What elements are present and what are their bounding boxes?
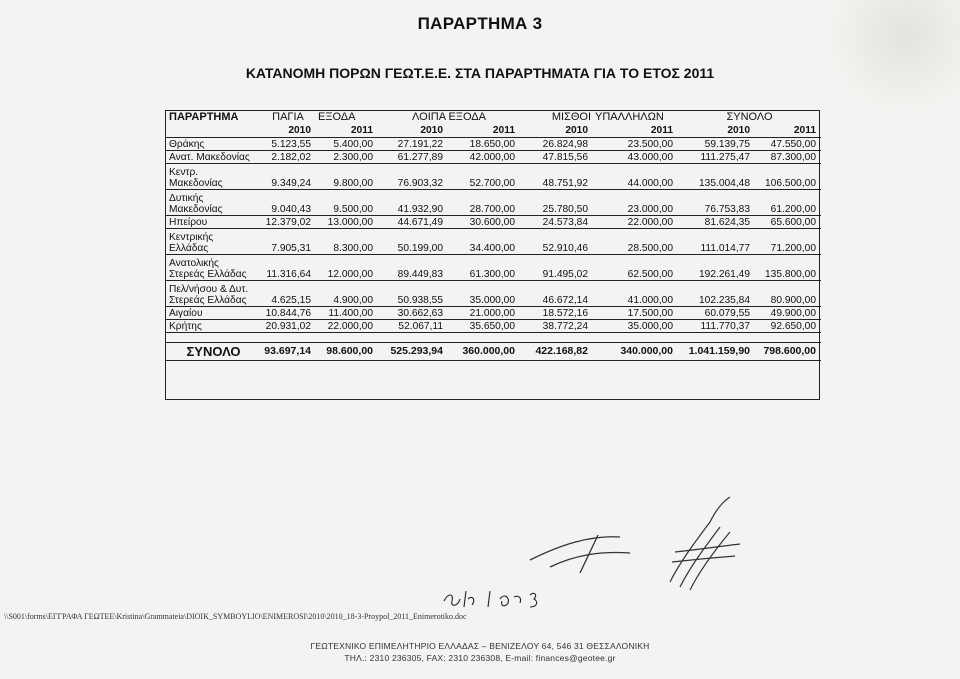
value-cell: 18.650,00 (448, 138, 520, 151)
year-header: 2010 (288, 125, 311, 136)
region-name-line: Ανατ. Μακεδονίας (169, 152, 250, 163)
value-cell: 18.572,16 (520, 307, 593, 320)
value-cell: 76.753,83 (678, 190, 755, 216)
value-cell: 91.495,02 (520, 255, 593, 281)
value-cell: 135.004,48 (678, 164, 755, 190)
region-name-line: Δυτικής (169, 193, 204, 204)
value-cell: 52.910,46 (520, 229, 593, 255)
year-header: 2011 (492, 125, 515, 136)
value-cell: 35.650,00 (448, 320, 520, 333)
value-cell: 102.235,84 (678, 281, 755, 307)
page-title: ΠΑΡΑΡΤΗΜΑ 3 (417, 14, 543, 33)
total-value-cell: 93.697,14 (260, 343, 316, 361)
value-cell: 28.700,00 (448, 190, 520, 216)
region-name (166, 138, 260, 151)
value-cell: 50.199,00 (378, 229, 448, 255)
value-cell: 10.844,76 (260, 307, 316, 320)
region-name-line: Στερεάς Ελλάδας (169, 269, 247, 280)
value-cell: 52.067,11 (378, 320, 448, 333)
value-cell: 41.932,90 (378, 190, 448, 216)
region-name (166, 190, 260, 216)
value-cell: 34.400,00 (448, 229, 520, 255)
group-header-row (166, 111, 821, 124)
value-cell: 25.780,50 (520, 190, 593, 216)
region-name-line: Ανατολικής (169, 258, 219, 269)
region-name-line: Ελλάδας (169, 243, 209, 254)
value-cell: 4.625,15 (260, 281, 316, 307)
region-name (166, 229, 260, 255)
year-header: 2011 (650, 125, 673, 136)
value-cell: 41.000,00 (593, 281, 678, 307)
value-cell: 35.000,00 (448, 281, 520, 307)
year-header: 2010 (420, 125, 443, 136)
spacer-row (166, 333, 821, 343)
region-name-line: Ηπείρου (169, 217, 208, 228)
value-cell: 111.275,47 (678, 151, 755, 164)
region-name (166, 216, 260, 229)
value-cell: 192.261,49 (678, 255, 755, 281)
value-cell: 135.800,00 (755, 255, 821, 281)
header-staff: ΥΠΑΛΛΗΛΩΝ (595, 111, 664, 123)
footer-contact: ΤΗΛ.: 2310 236305, FAX: 2310 236308, E-mail: finances@geotee.gr (344, 653, 616, 663)
region-name-line: Θράκης (169, 139, 205, 150)
value-cell: 13.000,00 (316, 216, 378, 229)
value-cell: 11.316,64 (260, 255, 316, 281)
table-row (166, 229, 821, 255)
value-cell: 21.000,00 (448, 307, 520, 320)
value-cell: 9.500,00 (316, 190, 378, 216)
value-cell: 22.000,00 (316, 320, 378, 333)
value-cell: 87.300,00 (755, 151, 821, 164)
total-value-cell: 422.168,82 (520, 343, 593, 361)
value-cell: 61.277,89 (378, 151, 448, 164)
value-cell: 42.000,00 (448, 151, 520, 164)
value-cell: 2.182,02 (260, 151, 316, 164)
signature-right (660, 492, 750, 602)
value-cell: 81.624,35 (678, 216, 755, 229)
region-name (166, 320, 260, 333)
value-cell: 47.550,00 (755, 138, 821, 151)
table-row (166, 164, 821, 190)
value-cell: 20.931,02 (260, 320, 316, 333)
header-total: ΣΥΝΟΛΟ (726, 111, 773, 123)
year-header-row (166, 124, 821, 138)
header-other-expenses: ΛΟΙΠΑ ΕΞΟΔΑ (412, 111, 486, 123)
total-value-cell: 340.000,00 (593, 343, 678, 361)
allocation-table-frame (165, 110, 820, 400)
value-cell: 35.000,00 (593, 320, 678, 333)
value-cell: 92.650,00 (755, 320, 821, 333)
value-cell: 76.903,32 (378, 164, 448, 190)
value-cell: 9.800,00 (316, 164, 378, 190)
value-cell: 30.600,00 (448, 216, 520, 229)
value-cell: 80.900,00 (755, 281, 821, 307)
value-cell: 111.014,77 (678, 229, 755, 255)
value-cell: 9.040,43 (260, 190, 316, 216)
handwritten-page-note (440, 585, 570, 611)
region-name (166, 307, 260, 320)
year-header: 2011 (793, 125, 816, 136)
value-cell: 27.191,22 (378, 138, 448, 151)
value-cell: 17.500,00 (593, 307, 678, 320)
region-name-line: Μακεδονίας (169, 178, 223, 189)
value-cell: 61.300,00 (448, 255, 520, 281)
region-name-line: Μακεδονίας (169, 204, 223, 215)
value-cell: 49.900,00 (755, 307, 821, 320)
table-row (166, 255, 821, 281)
signature-left (520, 515, 660, 585)
value-cell: 24.573,84 (520, 216, 593, 229)
total-value-cell: 798.600,00 (755, 343, 821, 361)
region-name (166, 164, 260, 190)
value-cell: 60.079,55 (678, 307, 755, 320)
value-cell: 5.123,55 (260, 138, 316, 151)
value-cell: 7.905,31 (260, 229, 316, 255)
value-cell: 2.300,00 (316, 151, 378, 164)
value-cell: 59.139,75 (678, 138, 755, 151)
value-cell: 26.824,98 (520, 138, 593, 151)
region-name-line: Στερεάς Ελλάδας (169, 295, 247, 306)
table-row (166, 307, 821, 320)
year-header: 2010 (727, 125, 750, 136)
table-row (166, 281, 821, 307)
value-cell: 5.400,00 (316, 138, 378, 151)
footer-address: ΓΕΩΤΕΧΝΙΚΟ ΕΠΙΜΕΛΗΤΗΡΙΟ ΕΛΛΑΔΑΣ – ΒΕΝΙΖΕΛΟΥ 64, 546 31 ΘΕΣΣΑΛΟΝΙΚΗ (310, 641, 650, 651)
value-cell: 52.700,00 (448, 164, 520, 190)
value-cell: 22.000,00 (593, 216, 678, 229)
year-header: 2011 (350, 125, 373, 136)
total-label: ΣΥΝΟΛΟ (166, 343, 260, 361)
value-cell: 65.600,00 (755, 216, 821, 229)
header-salaries: ΜΙΣΘΟΙ (551, 111, 591, 123)
value-cell: 44.000,00 (593, 164, 678, 190)
total-value-cell: 1.041.159,90 (678, 343, 755, 361)
table-row (166, 138, 821, 151)
value-cell: 71.200,00 (755, 229, 821, 255)
value-cell: 89.449,83 (378, 255, 448, 281)
table-row (166, 320, 821, 333)
region-name (166, 151, 260, 164)
page-subtitle: ΚΑΤΑΝΟΜΗ ΠΟΡΩΝ ΓΕΩΤ.Ε.Ε. ΣΤΑ ΠΑΡΑΡΤΗΜΑΤΑ ΓΙΑ ΤΟ ΕΤΟΣ 2011 (245, 65, 715, 81)
value-cell: 48.751,92 (520, 164, 593, 190)
value-cell: 43.000,00 (593, 151, 678, 164)
value-cell: 30.662,63 (378, 307, 448, 320)
value-cell: 23.500,00 (593, 138, 678, 151)
region-name-line: Πελ/νήσου & Δυτ. (169, 284, 249, 295)
value-cell: 23.000,00 (593, 190, 678, 216)
table-row (166, 151, 821, 164)
value-cell: 106.500,00 (755, 164, 821, 190)
value-cell: 62.500,00 (593, 255, 678, 281)
value-cell: 61.200,00 (755, 190, 821, 216)
table-row (166, 216, 821, 229)
value-cell: 9.349,24 (260, 164, 316, 190)
value-cell: 44.671,49 (378, 216, 448, 229)
total-row (166, 343, 821, 361)
value-cell: 38.772,24 (520, 320, 593, 333)
region-name-line: Κεντρικής (169, 232, 214, 243)
header-region: ΠΑΡΑΡΤΗΜΑ (169, 111, 239, 123)
total-value-cell: 98.600,00 (316, 343, 378, 361)
region-name-line: Κρήτης (169, 321, 202, 332)
value-cell: 111.770,37 (678, 320, 755, 333)
region-name-line: Αιγαίου (169, 308, 203, 319)
table-row (166, 190, 821, 216)
value-cell: 12.379,02 (260, 216, 316, 229)
value-cell: 8.300,00 (316, 229, 378, 255)
allocation-table (166, 111, 821, 361)
total-value-cell: 360.000,00 (448, 343, 520, 361)
value-cell: 12.000,00 (316, 255, 378, 281)
file-path: \\S001\forms\ΕΓΓΡΑΦΑ ΓΕΩΤΕΕ\Kristina\Grammateia\DIOIK_SYMBOYLIO\ENIMEROSI\2010\2010_18-3-Proypol_2011_Enimerotiko.doc (4, 612, 467, 621)
header-fixed: ΠΑΓΙΑ (272, 111, 304, 123)
value-cell: 4.900,00 (316, 281, 378, 307)
value-cell: 28.500,00 (593, 229, 678, 255)
total-value-cell: 525.293,94 (378, 343, 448, 361)
header-expenses: ΕΞΟΔΑ (318, 111, 356, 123)
region-name-line: Κεντρ. (169, 167, 199, 178)
value-cell: 50.938,55 (378, 281, 448, 307)
region-name (166, 281, 260, 307)
region-name (166, 255, 260, 281)
year-header: 2010 (565, 125, 588, 136)
value-cell: 46.672,14 (520, 281, 593, 307)
value-cell: 11.400,00 (316, 307, 378, 320)
value-cell: 47.815,56 (520, 151, 593, 164)
